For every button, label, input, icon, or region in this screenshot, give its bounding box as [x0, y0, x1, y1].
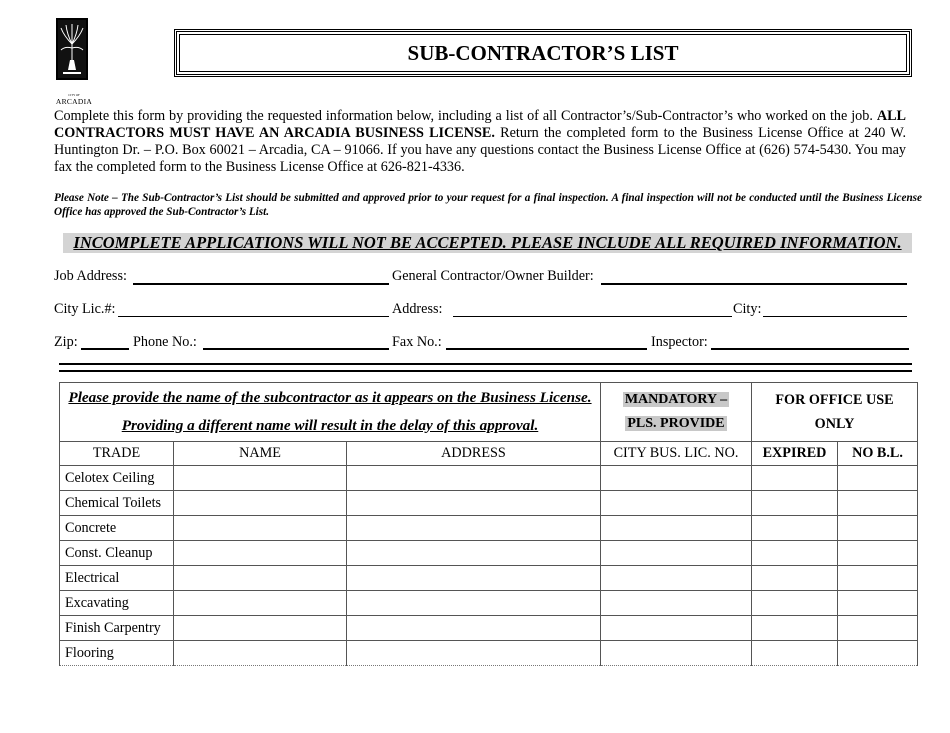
zip-label: Zip:: [54, 334, 78, 350]
please-note: Please Note – The Sub-Contractor’s List should be submitted and approved prior to your request for a final inspection. A final inspection will not be conducted until the Business License Office has approved the Sub-Contractor’s List.: [54, 192, 922, 218]
intro-line-1: Complete this form by providing the requested information below, including a list of all Contractor’s/Sub-Contractor’s who worked on the job.: [54, 108, 873, 124]
city-bus-lic-cell[interactable]: [601, 466, 752, 491]
table-instructions: Please provide the name of the subcontractor as it appears on the Business License. Providing a different name will result in the delay of this approval.: [60, 383, 601, 442]
zip-input[interactable]: [81, 348, 129, 350]
city-bus-lic-cell[interactable]: [601, 641, 752, 666]
name-cell[interactable]: [174, 616, 347, 641]
trade-cell: Electrical: [60, 566, 174, 591]
trade-cell: Finish Carpentry: [60, 616, 174, 641]
mandatory-line-1: MANDATORY –: [624, 392, 728, 407]
expired-cell[interactable]: [752, 566, 838, 591]
city-bus-lic-cell[interactable]: [601, 616, 752, 641]
column-header-name: NAME: [174, 442, 347, 466]
trade-cell: Chemical Toilets: [60, 491, 174, 516]
table-row: [60, 541, 918, 566]
trade-cell: Concrete: [60, 516, 174, 541]
address-cell[interactable]: [347, 566, 601, 591]
city-bus-lic-cell[interactable]: [601, 491, 752, 516]
expired-cell[interactable]: [752, 466, 838, 491]
fax-input[interactable]: [446, 348, 647, 350]
address-cell[interactable]: [347, 641, 601, 666]
table-row: [60, 641, 918, 666]
office-use-header: FOR OFFICE USE ONLY: [752, 383, 918, 442]
address-cell[interactable]: [347, 591, 601, 616]
logo-arcadia-text: ARCADIA: [55, 97, 93, 106]
general-contractor-label: General Contractor/Owner Builder:: [392, 268, 594, 284]
address-cell[interactable]: [347, 541, 601, 566]
column-header-city-bus-lic: CITY BUS. LIC. NO.: [601, 442, 752, 466]
intro-license-requirement: ALL CONTRACTORS MUST HAVE AN ARCADIA BUSINESS LICENSE.: [54, 108, 907, 141]
address-cell[interactable]: [347, 516, 601, 541]
inspector-label: Inspector:: [651, 334, 708, 350]
trade-cell: Excavating: [60, 591, 174, 616]
table-row: [60, 616, 918, 641]
address-cell[interactable]: [347, 491, 601, 516]
mandatory-header: [601, 383, 752, 442]
address-cell[interactable]: [347, 466, 601, 491]
city-bus-lic-cell[interactable]: [601, 541, 752, 566]
table-row: [60, 491, 918, 516]
intro-return-instructions: Return the completed form to the Business License Office at 240 W. Huntington Dr. – P.O. Box 60021 – Arcadia, CA – 91066. If you have any questions contact the Business License Office at (626) 574-5430. You may fax the completed form to the Business License Office at 626-821-4336.: [54, 125, 906, 175]
column-header-expired: EXPIRED: [752, 442, 838, 466]
page-title: SUB-CONTRACTOR’S LIST: [407, 40, 679, 65]
title-box: [174, 29, 912, 77]
city-bus-lic-cell[interactable]: [601, 566, 752, 591]
name-cell[interactable]: [174, 641, 347, 666]
table-row: [60, 516, 918, 541]
no-bl-cell[interactable]: [838, 541, 918, 566]
job-address-input[interactable]: [133, 283, 389, 285]
expired-cell[interactable]: [752, 516, 838, 541]
no-bl-cell[interactable]: [838, 616, 918, 641]
incomplete-applications-banner: INCOMPLETE APPLICATIONS WILL NOT BE ACCEPTED. PLEASE INCLUDE ALL REQUIRED INFORMATION.: [63, 233, 912, 253]
no-bl-cell[interactable]: [838, 566, 918, 591]
section-divider: [59, 363, 912, 372]
no-bl-cell[interactable]: [838, 516, 918, 541]
city-label: City:: [733, 301, 762, 317]
address-label: Address:: [392, 301, 443, 317]
table-row: [60, 591, 918, 616]
mandatory-line-2: PLS. PROVIDE: [627, 416, 725, 431]
expired-cell[interactable]: [752, 641, 838, 666]
trade-cell: Const. Cleanup: [60, 541, 174, 566]
general-contractor-input[interactable]: [601, 283, 907, 285]
expired-cell[interactable]: [752, 541, 838, 566]
fax-label: Fax No.:: [392, 334, 442, 350]
name-cell[interactable]: [174, 466, 347, 491]
name-cell[interactable]: [174, 591, 347, 616]
trade-cell: Celotex Ceiling: [60, 466, 174, 491]
column-header-address: ADDRESS: [347, 442, 601, 466]
name-cell[interactable]: [174, 491, 347, 516]
phone-input[interactable]: [203, 348, 389, 350]
logo-city-of-text: CITY OF: [68, 93, 80, 97]
city-lic-input[interactable]: [118, 316, 389, 317]
no-bl-cell[interactable]: [838, 466, 918, 491]
table-row: [60, 566, 918, 591]
job-address-label: Job Address:: [54, 268, 127, 284]
city-input[interactable]: [763, 316, 907, 317]
address-cell[interactable]: [347, 616, 601, 641]
expired-cell[interactable]: [752, 491, 838, 516]
expired-cell[interactable]: [752, 591, 838, 616]
expired-cell[interactable]: [752, 616, 838, 641]
trade-cell: Flooring: [60, 641, 174, 666]
city-bus-lic-cell[interactable]: [601, 516, 752, 541]
inspector-input[interactable]: [711, 348, 909, 350]
no-bl-cell[interactable]: [838, 491, 918, 516]
column-header-trade: TRADE: [60, 442, 174, 466]
name-cell[interactable]: [174, 516, 347, 541]
city-bus-lic-cell[interactable]: [601, 591, 752, 616]
city-logo: [50, 18, 98, 106]
name-cell[interactable]: [174, 541, 347, 566]
no-bl-cell[interactable]: [838, 591, 918, 616]
subcontractor-table: [59, 382, 918, 666]
table-row: [60, 466, 918, 491]
intro-paragraph: [54, 108, 906, 176]
city-of-arcadia-seal-icon: [56, 18, 88, 80]
phone-label: Phone No.:: [133, 334, 197, 350]
address-input[interactable]: [453, 316, 732, 317]
column-header-no-bl: NO B.L.: [838, 442, 918, 466]
no-bl-cell[interactable]: [838, 641, 918, 666]
city-lic-label: City Lic.#:: [54, 301, 116, 317]
name-cell[interactable]: [174, 566, 347, 591]
